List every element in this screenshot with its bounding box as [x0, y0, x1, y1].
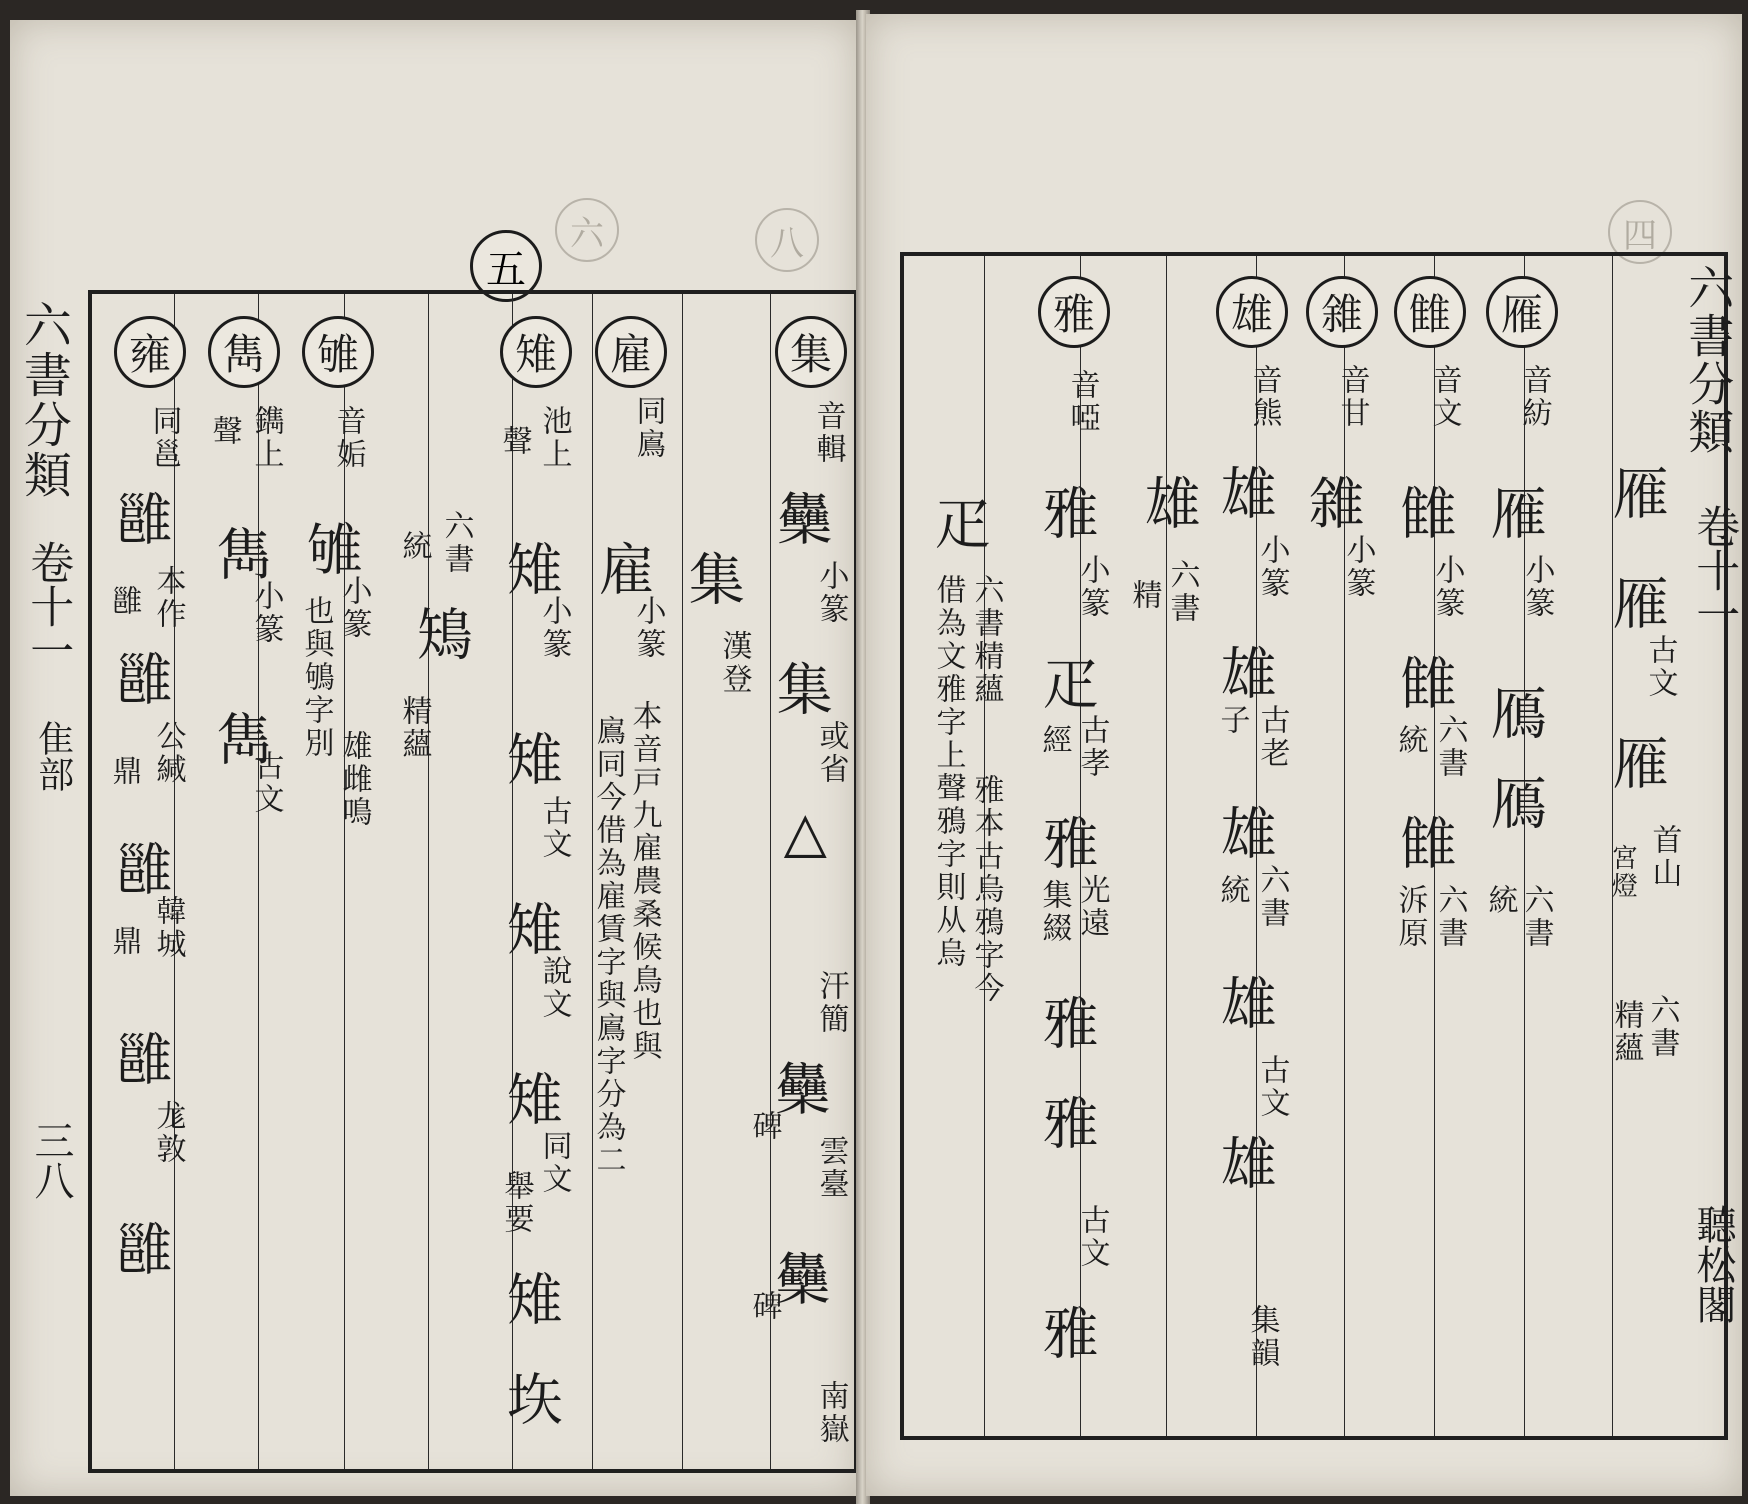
- entry-note: 小篆: [630, 595, 666, 661]
- entry-note: 宮燈: [1607, 844, 1638, 900]
- seal-glyph: 雇: [589, 540, 655, 602]
- entry-note: 古文: [1642, 634, 1678, 700]
- margin-volume: 卷十一: [22, 540, 74, 672]
- seal-glyph: 雉: [497, 900, 563, 962]
- entry-note: 音輯: [810, 400, 846, 466]
- seal-glyph: 雄: [1211, 644, 1277, 706]
- entry-head-char: 雍: [114, 316, 186, 388]
- entry-note: 鐫上: [248, 405, 284, 471]
- entry-head-char: 雋: [208, 316, 280, 388]
- entry-note: 韓城: [150, 895, 186, 961]
- entry-note: 古文: [1254, 1054, 1290, 1120]
- entry-note: 碑: [746, 1110, 782, 1143]
- entry-note: 雝: [106, 585, 142, 618]
- entry-note: 小篆: [536, 595, 572, 661]
- entry-gloss: 也與鴝字別: [298, 595, 334, 760]
- seal-glyph: 雊: [297, 520, 363, 582]
- entry-note: 六書: [1254, 864, 1290, 930]
- entry-note: 公緘: [150, 720, 186, 786]
- seal-glyph: 雉: [497, 1270, 563, 1332]
- seal-glyph: 鴙: [407, 605, 473, 667]
- entry-head-char: 雔: [1394, 276, 1466, 348]
- entry-gloss: 雄雌鳴: [336, 730, 372, 829]
- entry-note: 古文: [248, 750, 284, 816]
- seal-glyph: 雉: [497, 730, 563, 792]
- entry-note: 音紡: [1516, 364, 1552, 430]
- entry-note: 集綴: [1036, 879, 1072, 945]
- entry-note: 集韻: [1244, 1304, 1280, 1370]
- entry-gloss: 本音戸九雇農桑候鳥也與: [626, 700, 662, 1063]
- entry-note: 小篆: [1429, 554, 1465, 620]
- seal-glyph: 疋: [925, 494, 991, 556]
- entry-note: 子: [1214, 704, 1250, 737]
- entry-note: 小篆: [813, 560, 849, 626]
- seal-glyph: 雅: [1033, 814, 1099, 876]
- entry-note: 古孝: [1074, 714, 1110, 780]
- right-page-frame: [900, 252, 1728, 1440]
- column-rule: [682, 294, 683, 1469]
- entry-head-char: 雉: [500, 316, 572, 388]
- entry-note: 漢登: [716, 630, 752, 696]
- mark-triangle: △: [772, 800, 838, 871]
- entry-head-char: 雁: [1486, 276, 1558, 348]
- entry-head-char: 雄: [1216, 276, 1288, 348]
- entry-gloss: 鳸同今借為雇賃字與鳸字分為二: [590, 715, 626, 1177]
- margin-page: 三八: [28, 1120, 74, 1200]
- entry-note: 小篆: [1074, 554, 1110, 620]
- entry-head-char: 集: [775, 316, 847, 388]
- ghost-seal: 四: [1608, 200, 1672, 264]
- entry-note: 聲: [206, 415, 242, 448]
- entry-note: 音啞: [1064, 369, 1100, 435]
- entry-note: 光遠: [1074, 874, 1110, 940]
- seal-glyph: 鴈: [1481, 774, 1547, 836]
- margin-title: 六書分類: [1681, 264, 1736, 456]
- entry-note: 泝原: [1392, 884, 1428, 950]
- entry-note: 尨敦: [150, 1100, 186, 1166]
- entry-note: 小篆: [1519, 554, 1555, 620]
- seal-glyph: 雧: [765, 1250, 831, 1312]
- entry-note: 雲臺: [813, 1135, 849, 1201]
- entry-note: 音甘: [1334, 364, 1370, 430]
- entry-note: 聲: [496, 425, 532, 458]
- entry-note: 統: [1482, 884, 1518, 917]
- entry-note: 同邕: [146, 405, 182, 471]
- seal-glyph: 雅: [1033, 994, 1099, 1056]
- right-page: [866, 14, 1742, 1496]
- seal-glyph: 雁: [1603, 734, 1669, 796]
- entry-note: 六書: [1518, 884, 1554, 950]
- entry-head-char: 雅: [1038, 276, 1110, 348]
- entry-note: 六書: [1432, 884, 1468, 950]
- seal-glyph: 雁: [1603, 464, 1669, 526]
- seal-glyph: 雅: [1033, 1094, 1099, 1156]
- entry-note: 小篆: [336, 575, 372, 641]
- seal-glyph: 雔: [1391, 814, 1457, 876]
- entry-note: 說文: [536, 955, 572, 1021]
- seal-glyph: 垁: [497, 1370, 563, 1432]
- column-rule: [1166, 256, 1167, 1436]
- seal-glyph: 雅: [1033, 1304, 1099, 1366]
- seal-glyph: 雁: [1481, 484, 1547, 546]
- entry-note: 音熊: [1246, 364, 1282, 430]
- entry-note: 精: [1126, 579, 1162, 612]
- entry-gloss: 雅本古烏鴉字今: [968, 774, 1004, 1005]
- entry-note: 統: [396, 530, 432, 563]
- entry-note: 音文: [1426, 364, 1462, 430]
- column-rule: [1524, 256, 1525, 1436]
- seal-glyph: 集: [767, 660, 833, 722]
- seal-glyph: 雔: [1391, 484, 1457, 546]
- seal-glyph: 雋: [207, 525, 273, 587]
- seal-glyph: 集: [679, 550, 745, 612]
- seal-glyph: 雄: [1211, 804, 1277, 866]
- entry-note: 古老: [1254, 704, 1290, 770]
- entry-note: 鼎: [106, 925, 142, 958]
- entry-note: 舉要: [498, 1170, 534, 1236]
- entry-note: 同文: [536, 1130, 572, 1196]
- entry-note: 古文: [536, 795, 572, 861]
- column-rule: [428, 294, 429, 1469]
- entry-note: 六書: [438, 510, 474, 576]
- seal-glyph: 雉: [497, 1070, 563, 1132]
- entry-note: 小篆: [1340, 534, 1376, 600]
- entry-note: 鼎: [106, 755, 142, 788]
- entry-note: 六書: [1644, 994, 1680, 1060]
- seal-glyph: 雄: [1135, 474, 1201, 536]
- entry-note: 六書精蘊: [968, 574, 1004, 706]
- seal-glyph: 鴈: [1481, 684, 1547, 746]
- seal-glyph: 雋: [207, 710, 273, 772]
- seal-glyph: 雅: [1033, 484, 1099, 546]
- seal-glyph: 雝: [107, 1220, 173, 1282]
- folio-seal: 五: [470, 230, 542, 302]
- margin-title: 六書分類: [15, 300, 72, 500]
- left-page: [10, 20, 858, 1496]
- seal-glyph: 雝: [107, 1030, 173, 1092]
- seal-glyph: 雧: [765, 1060, 831, 1122]
- entry-note: 小篆: [248, 580, 284, 646]
- margin-volume: 卷十一: [1688, 504, 1740, 636]
- ghost-seal: 八: [755, 208, 819, 272]
- entry-note: 古文: [1074, 1204, 1110, 1270]
- seal-glyph: 雉: [497, 540, 563, 602]
- entry-note: 本作: [150, 565, 186, 631]
- entry-note: 首山: [1646, 824, 1682, 890]
- entry-note: 碑: [746, 1290, 782, 1323]
- seal-glyph: 雔: [1391, 654, 1457, 716]
- left-page-frame: [88, 290, 858, 1473]
- entry-head-char: 雓: [1306, 276, 1378, 348]
- margin-section: 隹部: [32, 720, 74, 792]
- seal-glyph: 雝: [107, 840, 173, 902]
- seal-glyph: 雄: [1211, 1134, 1277, 1196]
- entry-note: 汗簡: [813, 970, 849, 1036]
- entry-note: 六書: [1164, 559, 1200, 625]
- ghost-seal: 六: [555, 198, 619, 262]
- entry-note: 池上: [536, 405, 572, 471]
- entry-gloss: 借為文雅字上聲鴉字則从烏: [930, 574, 966, 970]
- column-rule: [1344, 256, 1345, 1436]
- seal-glyph: 雄: [1211, 464, 1277, 526]
- margin-footer: 聽松閣: [1690, 1204, 1736, 1324]
- entry-head-char: 雊: [302, 316, 374, 388]
- seal-glyph: 雝: [107, 490, 173, 552]
- seal-glyph: 疋: [1033, 654, 1099, 716]
- entry-note: 六書: [1432, 714, 1468, 780]
- seal-glyph: 雝: [107, 650, 173, 712]
- entry-note: 音姤: [330, 405, 366, 471]
- seal-glyph: 雁: [1603, 574, 1669, 636]
- seal-glyph: 雧: [767, 490, 833, 552]
- entry-note: 南嶽: [813, 1380, 849, 1446]
- entry-note: 經: [1036, 724, 1072, 757]
- entry-note: 精蘊: [1608, 999, 1644, 1065]
- entry-note: 小篆: [1254, 534, 1290, 600]
- seal-glyph: 雓: [1299, 474, 1365, 536]
- entry-note: 同鳸: [630, 395, 666, 461]
- seal-glyph: 雄: [1211, 974, 1277, 1036]
- entry-head-char: 雇: [595, 316, 667, 388]
- entry-note: 統: [1214, 874, 1250, 907]
- entry-note: 或省: [813, 720, 849, 786]
- entry-note: 精蘊: [396, 695, 432, 761]
- entry-note: 統: [1392, 724, 1428, 757]
